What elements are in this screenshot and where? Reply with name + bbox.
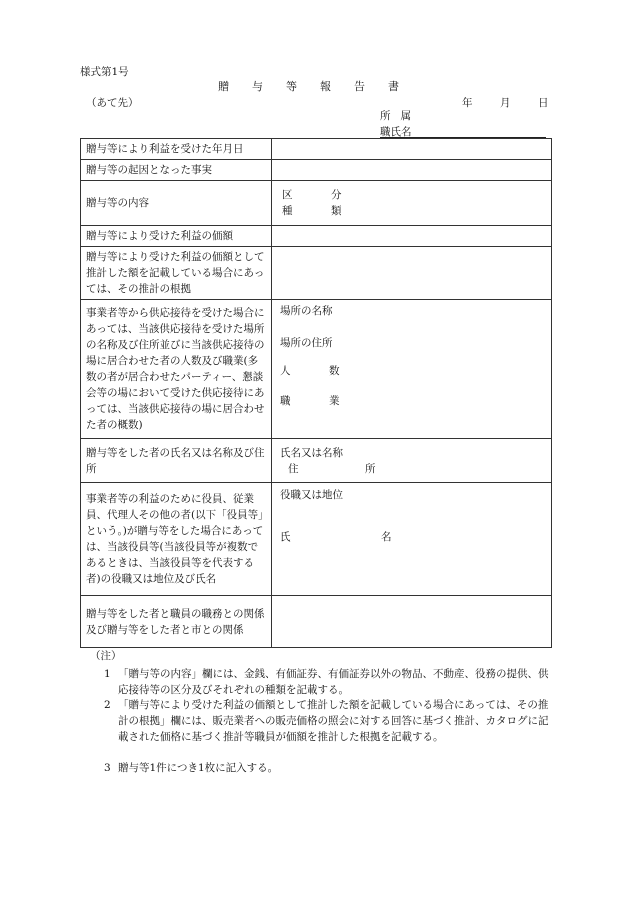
row-label: 贈与等の起因となった事実 <box>81 160 272 181</box>
sub-label-occupation: 職 業 <box>280 395 354 407</box>
row-value-cell[interactable] <box>272 596 552 648</box>
note-text: 贈与等1件につき1枚に記入する。 <box>118 762 279 774</box>
sub-label-giver-address: 住 所 <box>288 462 404 475</box>
table-row <box>81 300 552 439</box>
row-value-cell[interactable] <box>272 439 552 483</box>
row-label: 贈与等をした者の氏名又は名称及び住所 <box>81 439 272 483</box>
date-month-label: 月 <box>500 97 511 109</box>
row-value-cell[interactable] <box>272 181 552 226</box>
sub-label-headcount: 人 数 <box>280 365 354 377</box>
table-row <box>81 160 552 181</box>
note-number: 1 <box>104 668 111 680</box>
sub-label-rep-name: 氏 名 <box>280 531 432 543</box>
title-char: 告 <box>354 80 365 93</box>
title-char: 書 <box>388 80 399 93</box>
table-row <box>81 181 552 226</box>
form-number: 様式第1号 <box>80 66 129 78</box>
table-row <box>81 483 552 596</box>
row-value-cell[interactable] <box>272 483 552 596</box>
document-title <box>218 80 422 94</box>
table-row <box>81 226 552 247</box>
report-table <box>80 138 552 648</box>
title-char: 贈 <box>218 80 229 93</box>
row-label: 事業者等から供応接待を受けた場合にあっては、当該供応接待を受けた場所の名称及び住所並びに当該供応接待の場に居合わせた者の人数及び職業(多数の者が居合わせたパーティー、懇談会等の場において受けた供応接待にあっては、当該供応接待の場に居合わせた者の概数) <box>81 300 272 439</box>
addressee-label: （あて先） <box>86 97 139 109</box>
sub-label-category: 区 分 <box>282 189 356 201</box>
note-text: 「贈与等の内容」欄には、金銭、有価証券、有価証券以外の物品、不動産、役務の提供、供応接待等の区分及びそれぞれの種類を記載する。 <box>118 668 549 696</box>
row-label: 贈与等の内容 <box>81 181 272 226</box>
note-item <box>104 697 550 745</box>
note-item <box>104 760 550 776</box>
row-label: 事業者等の利益のために役員、従業員、代理人その他の者(以下「役員等」という。)が贈与等をした場合にあっては、当該役員等(当該役員等が複数であるときは、当該役員等を代表する者)の役職又は地位及び氏名 <box>81 483 272 596</box>
row-label: 贈与等により受けた利益の価額として推計した額を記載している場合にあっては、その推計の根拠 <box>81 247 272 300</box>
sub-label-giver-name: 氏名又は名称 <box>280 446 343 459</box>
row-label: 贈与等により受けた利益の価額 <box>81 226 272 247</box>
row-label: 贈与等をした者と職員の職務との関係及び贈与等をした者と市との関係 <box>81 596 272 648</box>
sub-label-type: 種 類 <box>282 205 356 217</box>
date-day-label: 日 <box>538 97 549 109</box>
title-char: 等 <box>286 80 297 93</box>
table-row <box>81 139 552 160</box>
title-char: 報 <box>320 80 331 93</box>
note-number: 3 <box>104 762 111 774</box>
date-year-label: 年 <box>462 97 473 109</box>
row-value-cell[interactable] <box>272 160 552 181</box>
sub-label-place-name: 場所の名称 <box>280 305 333 317</box>
row-value-cell[interactable] <box>272 300 552 439</box>
sub-label-place-address: 場所の住所 <box>280 337 333 349</box>
note-text: 「贈与等により受けた利益の価額として推計した額を記載している場合にあっては、その推計の根拠」欄には、販売業者への販売価格の照会に対する回答に基づく推計、カタログに記載された価格に基づく推計等職員が価額を推計した根拠を記載する。 <box>118 699 549 743</box>
table-row <box>81 247 552 300</box>
table-row <box>81 596 552 648</box>
row-label: 贈与等により利益を受けた年月日 <box>81 139 272 160</box>
sub-label-position: 役職又は地位 <box>280 489 343 501</box>
table-row <box>81 439 552 483</box>
title-char: 与 <box>252 80 263 93</box>
staff-name-label: 職氏名 <box>380 126 412 138</box>
note-item <box>104 666 550 698</box>
affiliation-label: 所属 <box>380 110 421 122</box>
row-value-cell[interactable] <box>272 226 552 247</box>
notes-header: （注） <box>90 650 122 662</box>
row-value-cell[interactable] <box>272 139 552 160</box>
row-value-cell[interactable] <box>272 247 552 300</box>
note-number: 2 <box>104 699 111 711</box>
